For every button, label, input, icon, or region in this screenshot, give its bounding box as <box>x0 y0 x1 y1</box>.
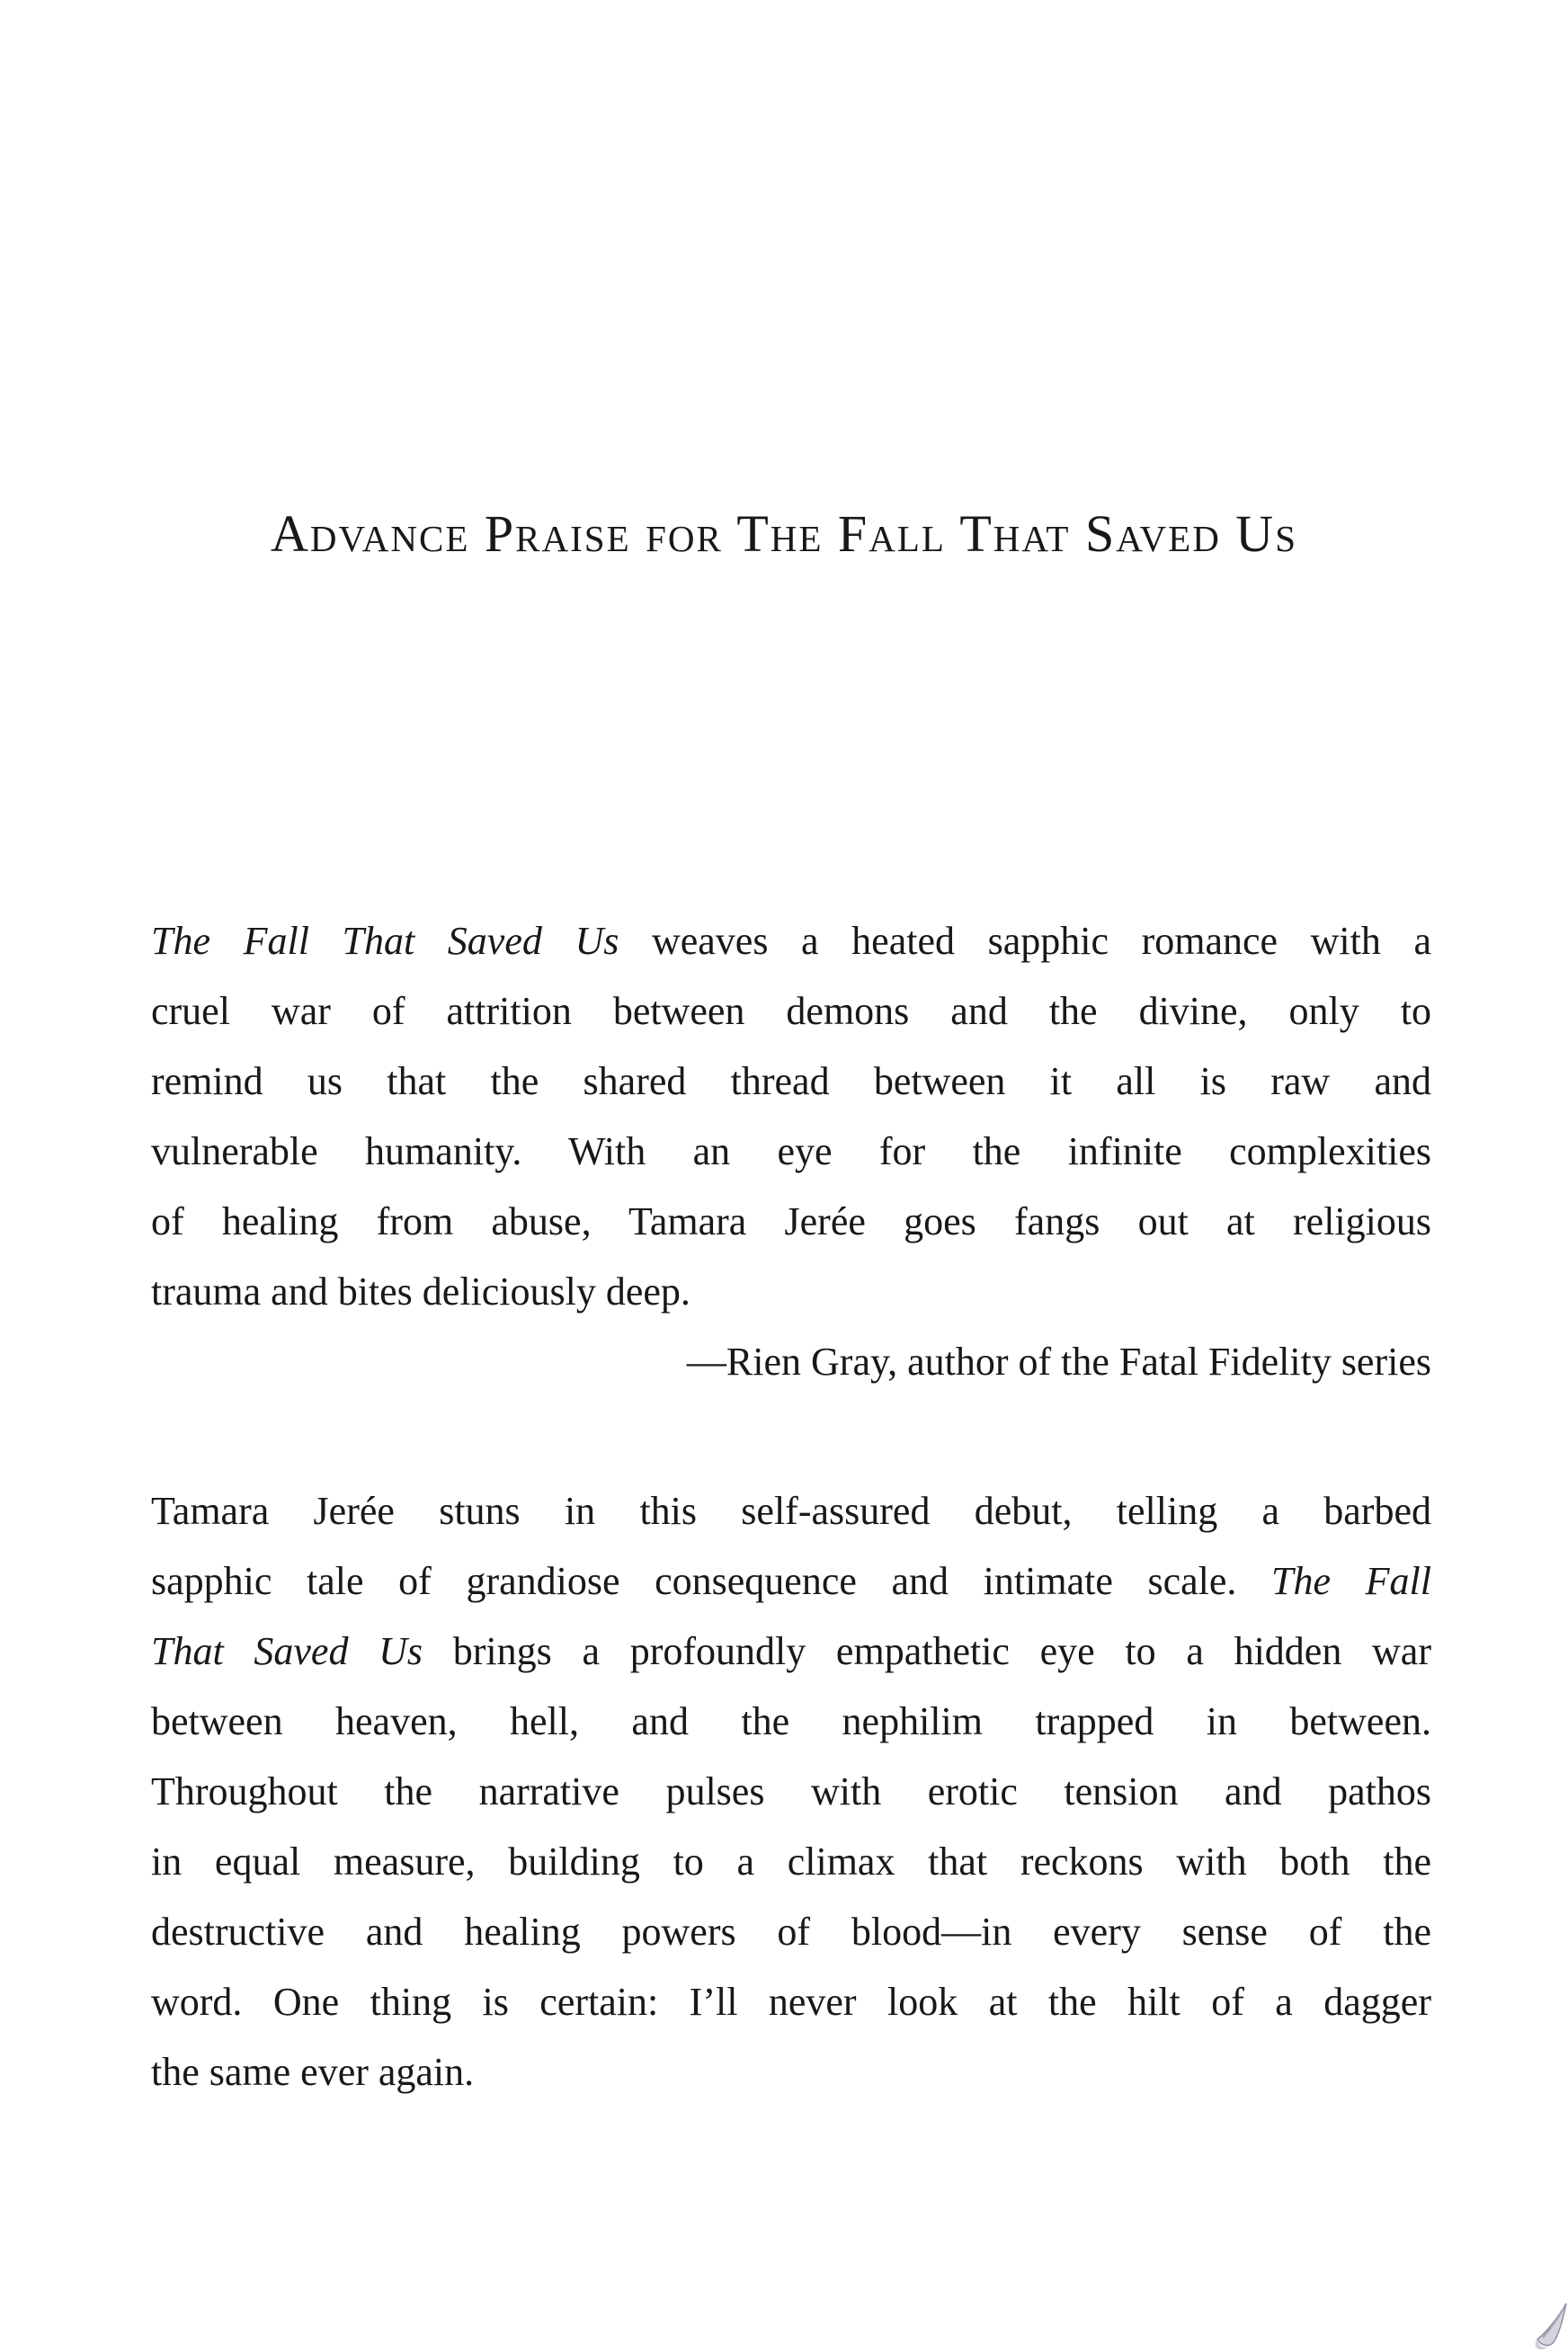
text-line: the same ever again. <box>151 2050 475 2094</box>
text-line: Tamara Jerée stuns in this self-assured debut, telling a barbed <box>151 1489 1431 1533</box>
text-line: vulnerable humanity. With an eye for the infinite complexities <box>151 1129 1431 1173</box>
text-line: sapphic tale of grandiose consequence and intimate scale. The Fall <box>151 1559 1431 1603</box>
text-line: The Fall That Saved Us weaves a heated sapphic romance with a <box>151 919 1432 963</box>
text-line: Throughout the narrative pulses with erotic tension and pathos <box>151 1769 1431 1813</box>
text-line: in equal measure, building to a climax that reckons with both the <box>151 1840 1431 1884</box>
praise-quote <box>151 1476 1431 2107</box>
text-line: word. One thing is certain: I’ll never look at the hilt of a dagger <box>151 1980 1431 2024</box>
text-line: between heaven, hell, and the nephilim trapped in between. <box>151 1699 1431 1743</box>
text-line: cruel war of attrition between demons and the divine, only to <box>151 989 1431 1033</box>
text-line: of healing from abuse, Tamara Jerée goes fangs out at religious <box>151 1199 1431 1243</box>
praise-text-block <box>151 906 1431 2107</box>
text-line: That Saved Us brings a profoundly empathetic eye to a hidden war <box>151 1629 1431 1673</box>
praise-attribution: —Rien Gray, author of the Fatal Fidelity series <box>686 1340 1431 1384</box>
text-line: destructive and healing powers of blood—in every sense of the <box>151 1910 1431 1954</box>
page-curl-icon <box>1528 2302 1568 2350</box>
text-line: trauma and bites deliciously deep. <box>151 1270 690 1314</box>
praise-quote <box>151 906 1431 1327</box>
text-line: remind us that the shared thread between it all is raw and <box>151 1059 1431 1103</box>
page-title: Advance Praise for The Fall That Saved Us <box>270 504 1297 563</box>
